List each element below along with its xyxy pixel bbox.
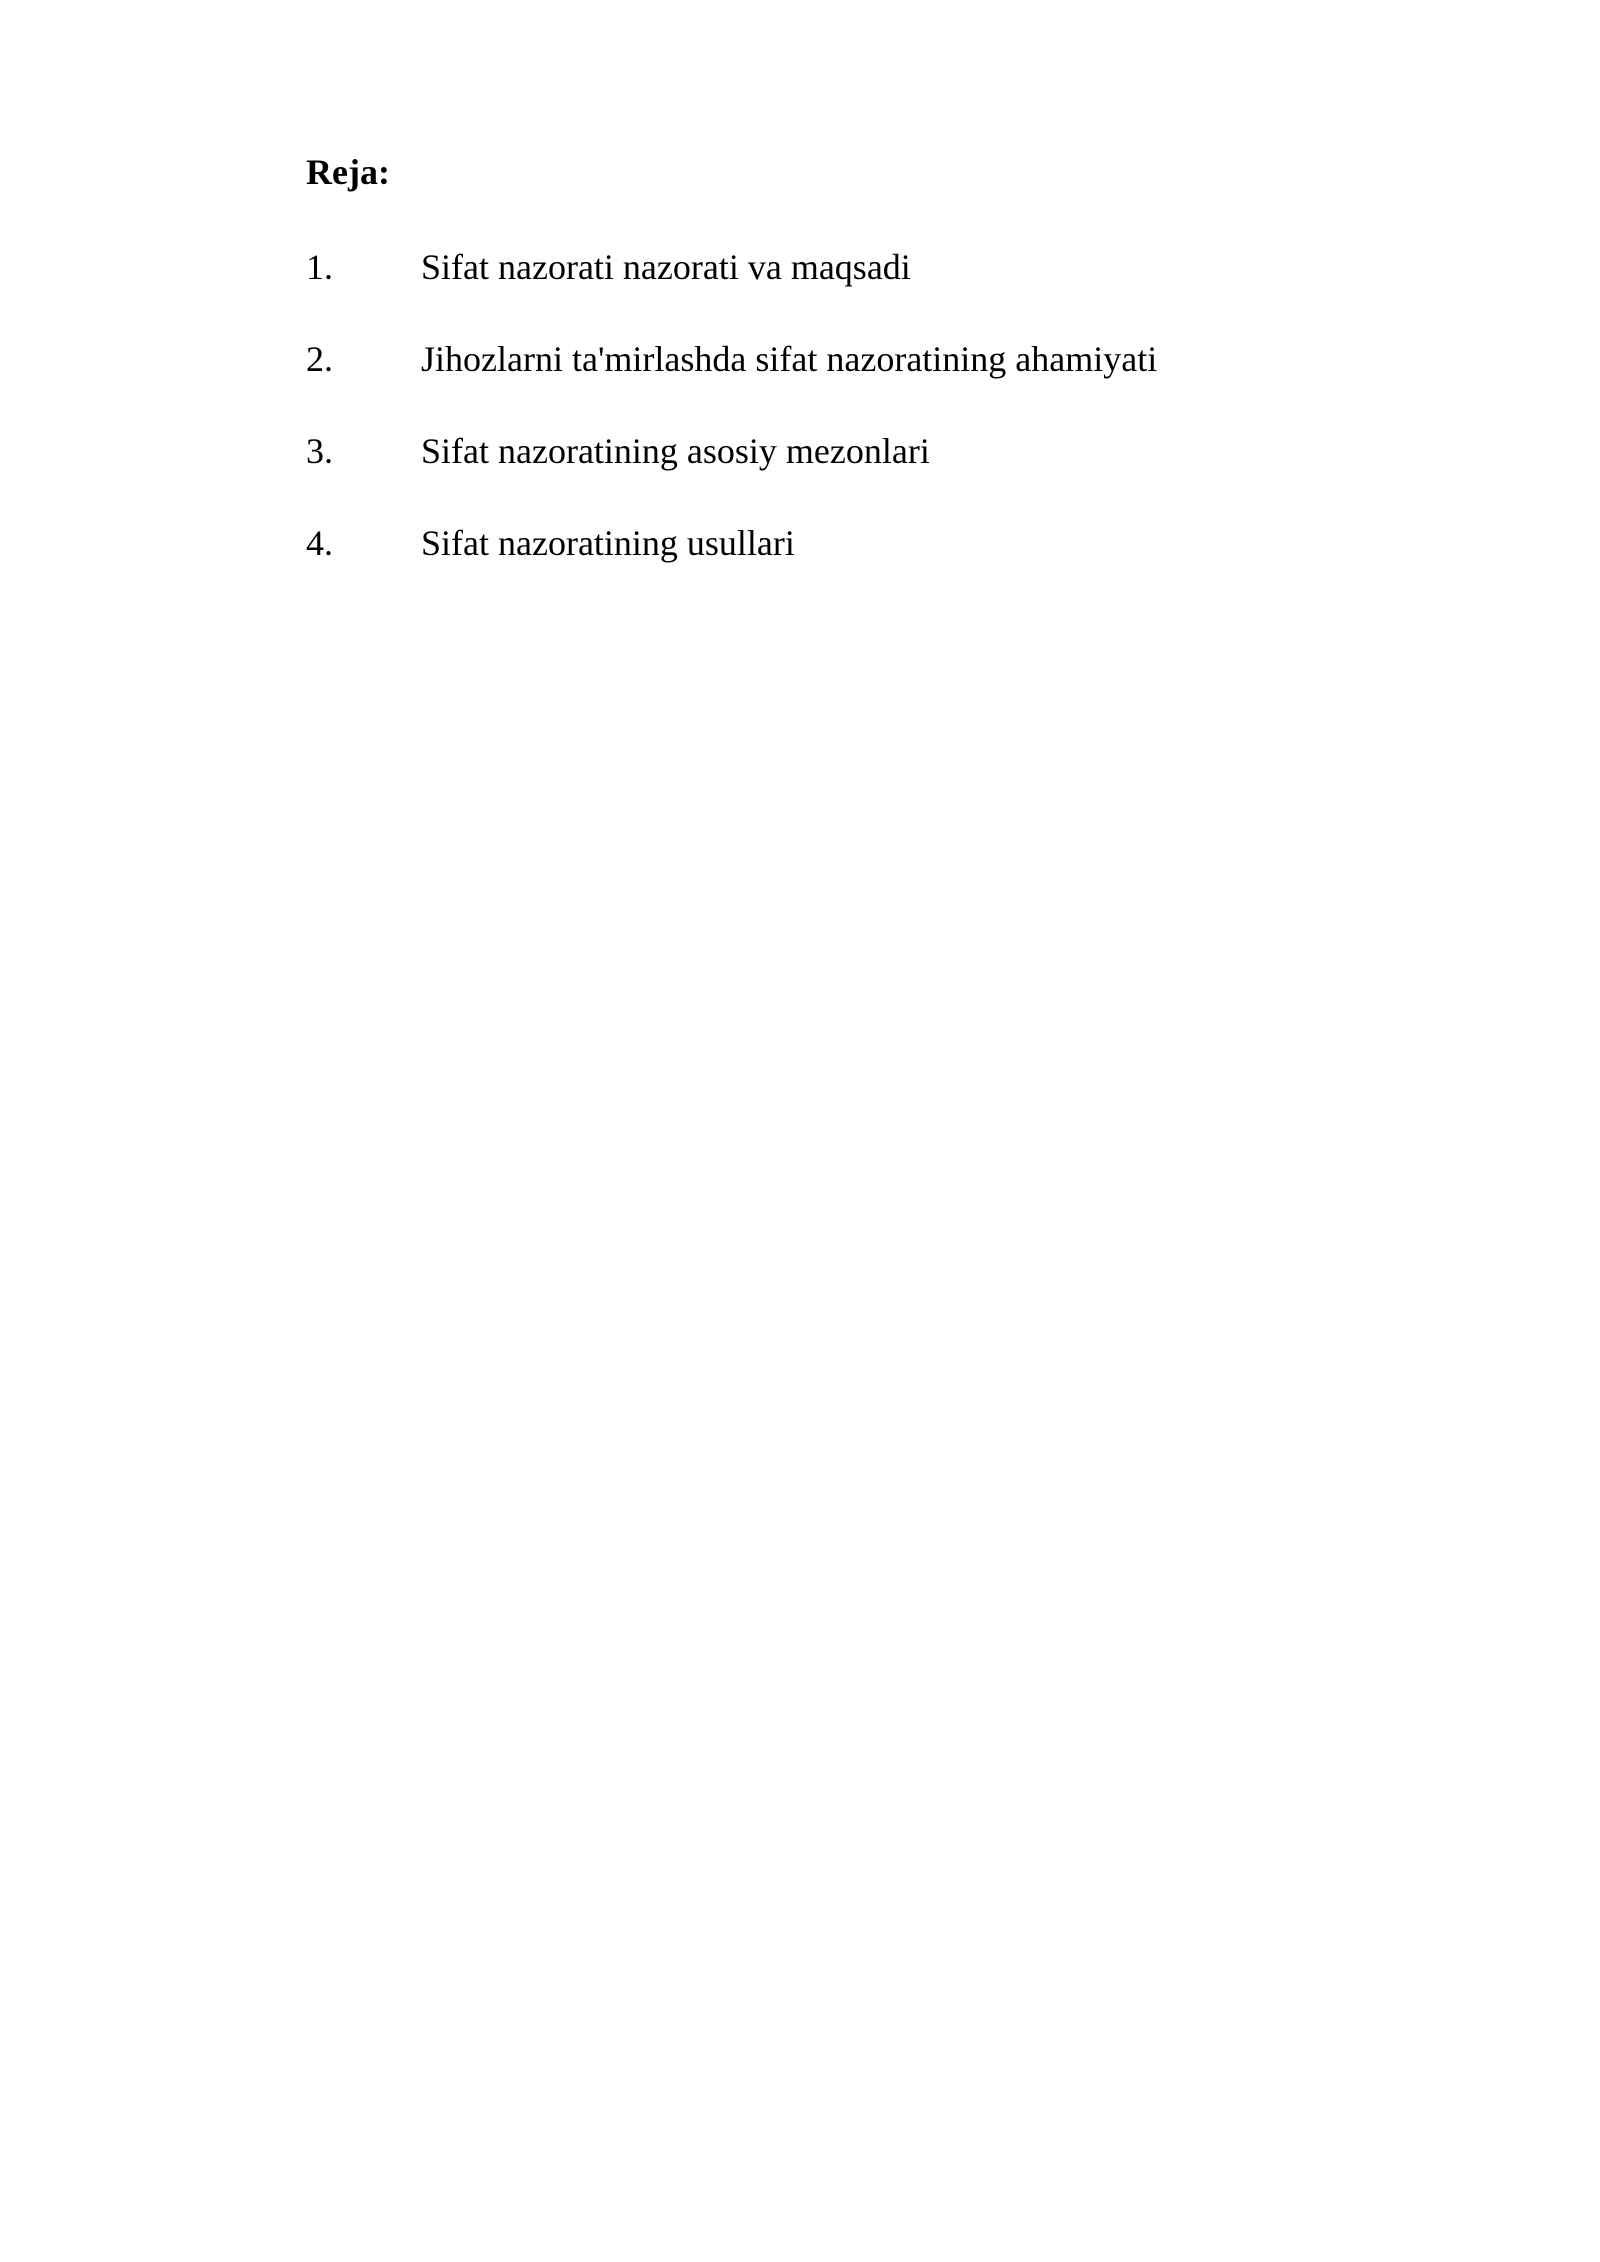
list-item-text: Sifat nazoratining asosiy mezonlari — [421, 431, 930, 471]
list-item-text: Sifat nazorati nazorati va maqsadi — [421, 247, 911, 287]
list-item — [306, 428, 1157, 520]
list-item-number: 2. — [306, 339, 333, 379]
list-item-text: Jihozlarni ta'mirlashda sifat nazoratining ahamiyati — [421, 339, 1158, 379]
list-item — [306, 520, 1157, 612]
page-title: Reja: — [306, 152, 390, 192]
plan-list — [306, 244, 1157, 612]
list-item — [306, 336, 1157, 428]
list-item — [306, 244, 1157, 336]
list-item-number: 4. — [306, 523, 333, 563]
list-item-text: Sifat nazoratining usullari — [421, 523, 795, 563]
list-item-number: 1. — [306, 247, 333, 287]
list-item-number: 3. — [306, 431, 333, 471]
